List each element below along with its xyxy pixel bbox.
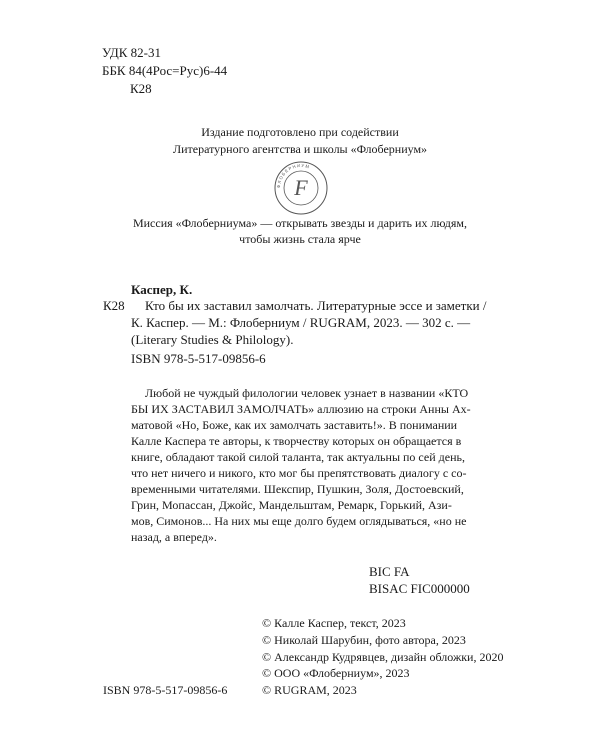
annotation-line-3: матовой «Но, Боже, как их замолчать заставить!». В понимании <box>131 418 458 432</box>
logo-letter: F <box>294 175 308 200</box>
annotation-line-8: Грин, Мопассан, Джойс, Мандельштам, Ремарк, Горький, Ази- <box>131 498 452 512</box>
mission-line1: Миссия «Флоберниума» — открывать звезды и дарить их людям, <box>132 216 468 230</box>
bisac-code: BISAC FIC000000 <box>369 581 470 596</box>
publisher-note-line1: Издание подготовлено при содействии <box>201 125 399 139</box>
copyright-line-5: © RUGRAM, 2023 <box>262 683 357 697</box>
bib-isbn: ISBN 978-5-517-09856-6 <box>131 351 266 366</box>
annotation-line-5: книге, обладают такой силой таланта, так актуальны по сей день, <box>131 450 465 464</box>
flobernium-seal-icon <box>273 160 329 216</box>
author-mark: К28 <box>130 81 152 96</box>
udk-code: УДК 82-31 <box>102 45 162 60</box>
bib-line-3: (Literary Studies & Philology). <box>131 332 294 347</box>
mission-line2: чтобы жизнь стала ярче <box>239 232 361 246</box>
bib-line-1: Кто бы их заставил замолчать. Литературные эссе и заметки / <box>145 298 487 313</box>
bic-code: BIC FA <box>369 564 410 579</box>
bib-author: Каспер, К. <box>131 282 193 297</box>
bib-author-mark: К28 <box>103 298 125 313</box>
bib-line-2: К. Каспер. — М.: Флоберниум / RUGRAM, 2023. — 302 с. — <box>131 315 471 330</box>
annotation-line-2: БЫ ИХ ЗАСТАВИЛ ЗАМОЛЧАТЬ» аллюзию на строки Анны Ах- <box>131 402 471 416</box>
flobernium-logo <box>273 160 329 216</box>
copyright-line-3: © Александр Кудрявцев, дизайн обложки, 2020 <box>262 650 504 664</box>
annotation-line-1: Любой не чуждый филологии человек узнает в названии «КТО <box>145 386 469 400</box>
bbk-code: ББК 84(4Рос=Рус)6-44 <box>102 63 228 78</box>
annotation-line-7: временными читателями. Шекспир, Пушкин, Золя, Достоевский, <box>131 482 464 496</box>
footer-isbn: ISBN 978-5-517-09856-6 <box>103 683 228 697</box>
copyright-line-2: © Николай Шарубин, фото автора, 2023 <box>262 633 466 647</box>
annotation-line-9: мов, Симонов... На них мы еще долго будем оглядываться, «но не <box>131 514 467 528</box>
annotation-line-10: назад, а вперед». <box>131 530 217 544</box>
publisher-note-line2: Литературного агентства и школы «Флоберниум» <box>172 142 428 156</box>
logo-ring-text: ФЛОБЕРНИУМ <box>275 162 311 189</box>
annotation-line-4: Калле Каспера те авторы, к творчеству которых он обращается в <box>131 434 462 448</box>
annotation-line-6: что нет ничего и никого, кто мог бы препятствовать диалогу с со- <box>131 466 467 480</box>
copyright-line-4: © ООО «Флоберниум», 2023 <box>262 666 410 680</box>
copyright-line-1: © Калле Каспер, текст, 2023 <box>262 616 406 630</box>
